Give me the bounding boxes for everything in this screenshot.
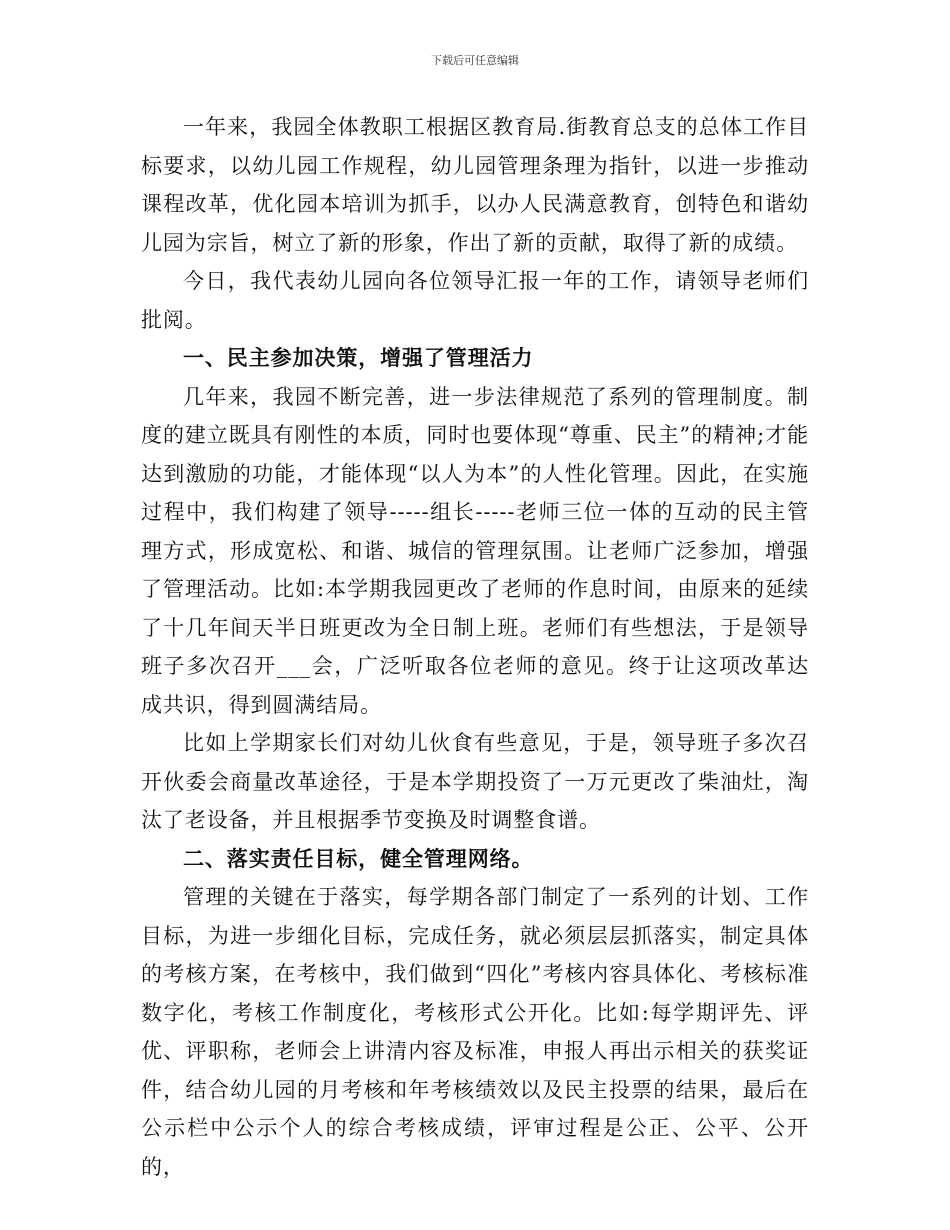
paragraph-report: 今日，我代表幼儿园向各位领导汇报一年的工作，请领导老师们批阅。: [141, 269, 809, 332]
page-header: 下载后可任意编辑: [431, 54, 519, 67]
section-heading-2: 二、落实责任目标，健全管理网络。: [183, 846, 534, 871]
paragraph-meal-reform: 比如上学期家长们对幼儿伙食有些意见，于是，领导班子多次召开伙委会商量改革途径，于是本学期投资了一万元更改了柴油灶，淘汰了老设备，并且根据季节变换及时调整食谱。: [141, 731, 809, 832]
section-heading-1: 一、民主参加决策，增强了管理活力: [183, 346, 534, 370]
document-body: [141, 108, 809, 1186]
paragraph-responsibility: 管理的关键在于落实，每学期各部门制定了一系列的计划、工作目标，为进一步细化目标，完成任务，就必须层层抓落实，制定具体的考核方案，在考核中，我们做到“四化”考核内容具体化、考核标准数字化，考核工作制度化，考核形式公开化。比如:每学期评先、评优、评职称，老师会上讲清内容及标准，申报人再出示相关的获奖证件，结合幼儿园的月考核和年考核绩效以及民主投票的结果，最后在公示栏中公示个人的综合考核成绩，评审过程是公正、公平、公开的，: [141, 885, 809, 1179]
paragraph-intro: 一年来，我园全体教职工根据区教育局.街教育总支的总体工作目标要求，以幼儿园工作规程，幼儿园管理条理为指针，以进一步推动课程改革，优化园本培训为抓手，以办人民满意教育，创特色和谐幼儿园为宗旨，树立了新的形象，作出了新的贡献，取得了新的成绩。: [141, 115, 809, 255]
paragraph-democratic-management: 几年来，我园不断完善，进一步法律规范了系列的管理制度。制度的建立既具有刚性的本质，同时也要体现“尊重、民主”的精神;才能达到激励的功能，才能体现“以人为本”的人性化管理。因此，在实施过程中，我们构建了领导-----组长-----老师三位一体的互动的民主管理方式，形成宽松、和谐、城信的管理氛围。让老师广泛参加，增强了管理活动。比如:本学期我园更改了老师的作息时间，由原来的延续了十几年间天半日班更改为全日制上班。老师们有些想法，于是领导班子多次召开___会，广泛听取各位老师的意见。终于让这项改革达成共识，得到圆满结局。: [141, 384, 809, 717]
